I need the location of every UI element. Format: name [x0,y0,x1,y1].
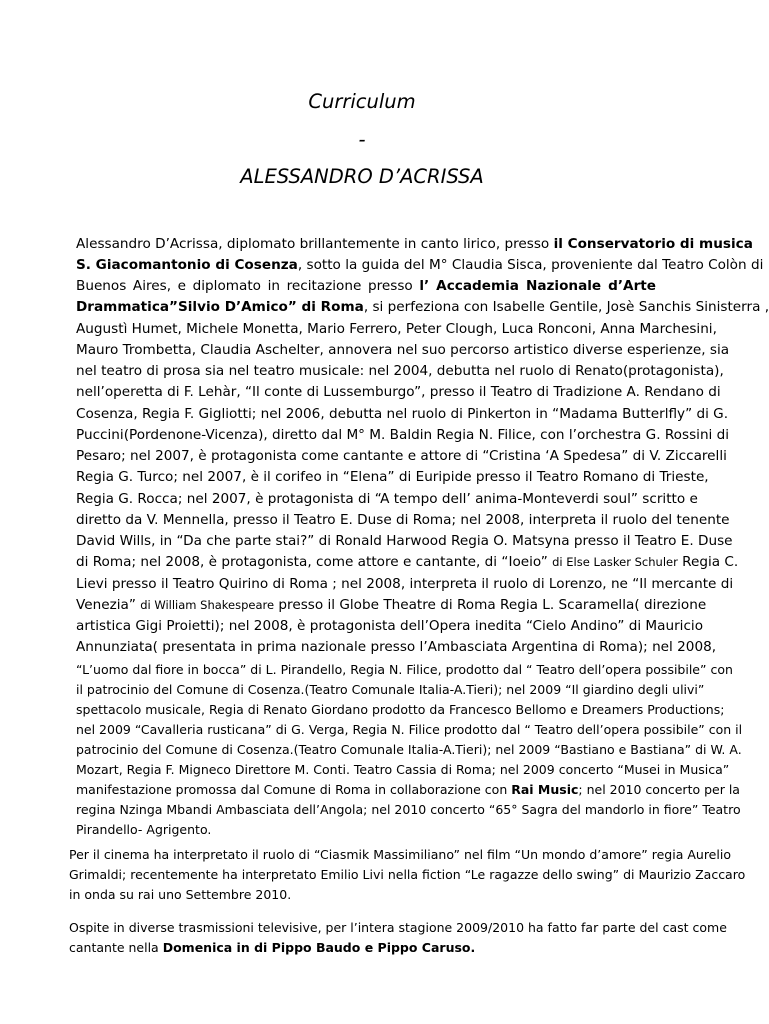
text-line: nel teatro di prosa sia nel teatro musicale: nel 2004, debutta nel ruolo di Renato(protagonista), [76,363,724,379]
text-line: Mauro Trombetta, Claudia Aschelter, annovera nel suo percorso artistico diverse esperienze, sia [76,342,730,358]
text-line: S. Giacomantonio di Cosenza, sotto la guida del M° Claudia Sisca, proveniente dal Teatro Colòn di [76,257,764,273]
text-line: diretto da V. Mennella, presso il Teatro E. Duse di Roma; nel 2008, interpreta il ruolo del tenente [76,512,730,528]
text-line: Puccini(Pordenone-Vicenza), diretto dal M° M. Baldin Regia N. Filice, con l’orchestra G. Rossini di [76,427,730,443]
text-line: nell’operetta di F. Lehàr, “Il conte di Lussemburgo”, presso il Teatro di Tradizione A. Rendano di [76,384,721,400]
text-line: “L’uomo dal fiore in bocca” di L. Pirandello, Regia N. Filice, prodotto dal “ Teatro dell’opera possibile” con [76,662,733,677]
text-line: Regia G. Rocca; nel 2007, è protagonista di “A tempo dell’ anima-Monteverdi soul” scritto e [76,491,698,507]
text-line: Pesaro; nel 2007, è protagonista come cantante e attore di “Cristina ‘A Spedesa” di V. Ziccarelli [76,448,727,464]
text-line: Augustì Humet, Michele Monetta, Mario Ferrero, Peter Clough, Luca Ronconi, Anna Marchesini, [76,321,717,337]
author-name: ALESSANDRO D’ACRISSA [240,165,484,188]
text-line: Buenos Aires, e diplomato in recitazione presso l’ Accademia Nazionale d’Arte [76,278,657,294]
text-line: il patrocinio del Comune di Cosenza.(Teatro Comunale Italia-A.Tieri); nel 2009 “Il giardino degli ulivi” [76,682,705,697]
document-title: Curriculum [308,90,416,113]
text-line: Grimaldi; recentemente ha interpretato Emilio Livi nella fiction “Le ragazze dello swing” di Maurizio Zaccaro [69,867,746,882]
text-line: Ospite in diverse trasmissioni televisive, per l’intera stagione 2009/2010 ha fatto far parte del cast come [69,920,727,935]
text-line: Alessandro D’Acrissa, diplomato brillantemente in canto lirico, presso il Conservatorio di musica [76,236,753,252]
text-line: Pirandello- Agrigento. [76,822,212,837]
text-line: artistica Gigi Proietti); nel 2008, è protagonista dell’Opera inedita “Cielo Andino” di Mauricio [76,618,704,634]
text-line: Lievi presso il Teatro Quirino di Roma ; nel 2008, interpreta il ruolo di Lorenzo, ne “Il mercante di [76,576,734,592]
text-line: patrocinio del Comune di Cosenza.(Teatro Comunale Italia-A.Tieri); nel 2009 “Bastiano e Bastiana” di W. A. [76,742,742,757]
text-line: regina Nzinga Mbandi Ambasciata dell’Angola; nel 2010 concerto “65° Sagra del mandorlo in fiore” Teatro [76,802,741,817]
title-separator: - [358,128,366,151]
text-line: spettacolo musicale, Regia di Renato Giordano prodotto da Francesco Bellomo e Dreamers Productions; [76,702,725,717]
text-line: cantante nella Domenica in di Pippo Baudo e Pippo Caruso. [69,940,476,955]
text-line: Per il cinema ha interpretato il ruolo di “Ciasmik Massimiliano” nel film “Un mondo d’amore” regia Aurelio [69,847,731,862]
text-line: manifestazione promossa dal Comune di Roma in collaborazione con Rai Music; nel 2010 concerto per la [76,782,740,797]
text-line: Venezia” di William Shakespeare presso il Globe Theatre di Roma Regia L. Scaramella( direzione [76,597,707,613]
text-line: David Wills, in “Da che parte stai?” di Ronald Harwood Regia O. Matsyna presso il Teatro E. Duse [76,533,733,549]
text-line: Cosenza, Regia F. Gigliotti; nel 2006, debutta nel ruolo di Pinkerton in “Madama Butterlfly” di G. [76,406,729,422]
text-line: di Roma; nel 2008, è protagonista, come attore e cantante, di “Ioeio” di Else Lasker Schuler Regia C. [76,554,739,570]
text-line: nel 2009 “Cavalleria rusticana” di G. Verga, Regia N. Filice prodotto dal “ Teatro dell’opera possibile” con il [76,722,743,737]
text-line: in onda su rai uno Settembre 2010. [69,887,292,902]
text-line: Regia G. Turco; nel 2007, è il corifeo in “Elena” di Euripide presso il Teatro Romano di Trieste, [76,469,709,485]
text-line: Mozart, Regia F. Migneco Direttore M. Conti. Teatro Cassia di Roma; nel 2009 concerto “Musei in Musica” [76,762,730,777]
text-line: Drammatica”Silvio D’Amico” di Roma, si perfeziona con Isabelle Gentile, Josè Sanchis Sinisterra , [76,299,769,315]
text-line: Annunziata( presentata in prima nazionale presso l’Ambasciata Argentina di Roma); nel 2008, [76,639,717,655]
